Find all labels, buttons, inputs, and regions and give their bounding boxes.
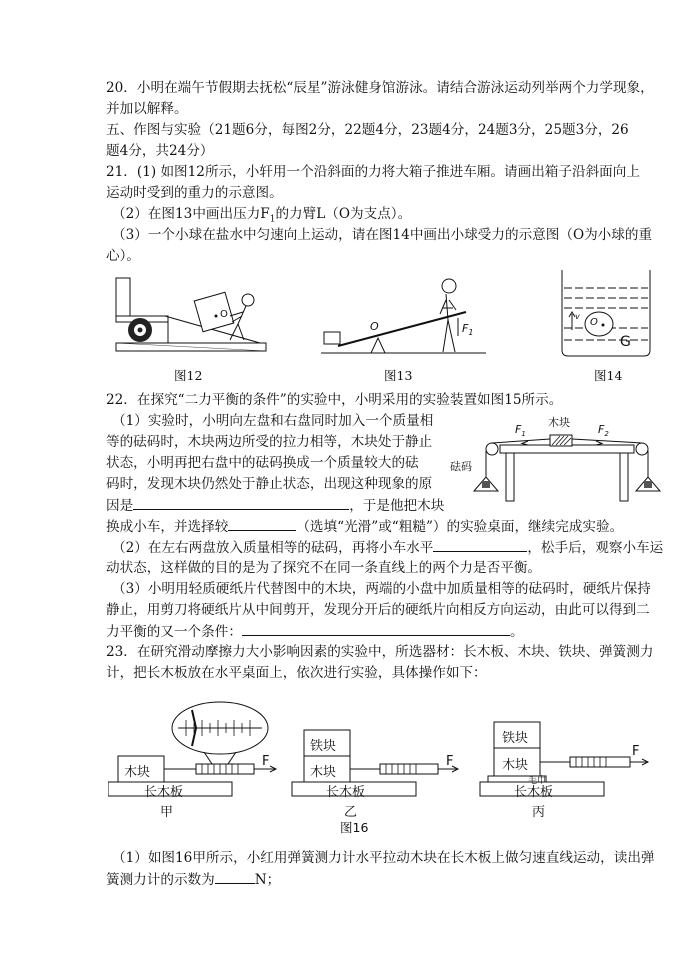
fig14-caption: 图14 — [594, 368, 623, 383]
fig16-bing-towel: 毛巾 — [528, 776, 547, 786]
fig16-bing-board: 长木板 — [514, 785, 554, 800]
fig16-yi-board: 长木板 — [326, 785, 366, 800]
fig16-jia-board: 长木板 — [144, 785, 184, 800]
q20-line1: 20．小明在端午节假期去抚松“辰星”游泳健身馆游泳。请结合游泳运动列举两个力学现象， — [106, 80, 654, 96]
q23-line1: 23．在研究滑动摩擦力大小影响因素的实验中，所选器材：长木板、木块、铁块、弹簧测力 — [106, 644, 654, 660]
q22-p1-l2: 等的砝码时，木块两边所受的拉力相等，木块处于静止 — [106, 434, 433, 450]
fig16-yi-force: F — [446, 754, 454, 769]
answer-blank-action[interactable] — [433, 537, 527, 552]
fig14-o-label: O — [590, 317, 598, 328]
fig16-bing-block: 木块 — [502, 758, 529, 773]
q21-part3-line2: 心）。 — [106, 248, 140, 264]
fig16-yi-block: 木块 — [310, 765, 337, 780]
fig12-o-label: O — [220, 309, 228, 320]
figure-12 — [110, 268, 270, 363]
fig13-o-label: O — [370, 320, 379, 333]
q22-intro: 22．在探究“二力平衡的条件”的实验中，小明采用的实验装置如图15所示。 — [106, 392, 563, 408]
q21-part1-line1: 21．(1) 如图12所示，小轩用一个沿斜面的力将大箱子推进车厢。请画出箱子沿斜面向上 — [106, 164, 640, 180]
q22-p1-l6: 换成小车，并选择较 （选填“光滑”或“粗糙”）的实验桌面，继续完成实验。 — [106, 516, 623, 537]
q23-line2: 计，把长木板放在水平桌面上，依次进行实验，具体操作如下： — [106, 665, 487, 681]
q22-p2-l2: 动状态，这样做的目的是为了探究不在同一条直线上的两个力是否平衡。 — [106, 560, 541, 576]
answer-blank-reason[interactable] — [133, 495, 349, 510]
q22-p2-l1: （2）在左右两盘放入质量相等的砝码，再将小车水平 ，松手后，观察小车运 — [112, 537, 663, 558]
q22-p1-l1: （1）实验时，小明向左盘和右盘同时加入一个质量相 — [112, 413, 434, 429]
q23-p1-line1: （1）如图16甲所示，小红用弹簧测力计水平拉动木块在长木板上做匀速直线运动，读出弹 — [112, 850, 655, 866]
fig15-f2-label: $F_2$ — [598, 423, 609, 439]
section5-heading: 五、作图与实验（21题6分，每图2分，22题4分，23题4分，24题3分，25题3分，26 — [106, 122, 629, 138]
fig16-jia-label: 甲 — [160, 805, 174, 820]
q22-p3-l1: （3）小明用轻质硬纸片代替图中的木块，两端的小盘中加质量相等的砝码时，硬纸片保持 — [112, 581, 651, 597]
q21-part1-line2: 运动时受到的重力的示意图。 — [106, 185, 283, 201]
fig13-f1-label: $F_1$ — [462, 322, 474, 338]
fig16-jia-force: F — [262, 754, 270, 769]
fig16-yi-label: 乙 — [344, 805, 358, 820]
fig12-caption: 图12 — [174, 368, 203, 383]
figure-16 — [108, 688, 668, 818]
fig15-block-label: 木块 — [548, 416, 570, 429]
q21-part3-line1: （3）一个小球在盐水中匀速向上运动，请在图14中画出小球受力的示意图（O为小球的重 — [112, 227, 653, 243]
answer-blank-reading[interactable] — [215, 869, 255, 884]
q22-p3-l2: 静止，用剪刀将硬纸片从中间剪开，发现分开后的硬纸片向相反方向运动，由此可以得到二 — [106, 602, 650, 618]
fig13-caption: 图13 — [384, 368, 413, 383]
section5-heading-cont: 题4分，共24分） — [106, 143, 214, 159]
fig14-g-label: G — [620, 334, 631, 350]
figure-14 — [558, 268, 656, 360]
q20-line2: 并加以解释。 — [106, 101, 188, 117]
fig16-bing-label: 丙 — [532, 805, 546, 820]
fig15-f1-label: $F_1$ — [515, 423, 526, 439]
answer-blank-surface[interactable] — [228, 516, 296, 531]
q21-part2: （2）在图13中画出压力$F_1$的力臂L（O为支点）。 — [112, 206, 412, 225]
q22-p1-l4: 码时，发现木块仍然处于静止状态，出现这种现象的原 — [106, 476, 433, 492]
fig16-bing-top: 铁块 — [502, 731, 529, 746]
q23-p1-line2: 簧测力计的示数为 N； — [106, 869, 280, 890]
q22-p1-l5: 因是 ，于是他把木块 — [106, 495, 444, 516]
fig15-weight-label: 砝码 — [450, 460, 472, 473]
fig14-v-label: v — [575, 312, 580, 321]
figure-13 — [316, 270, 491, 358]
fig16-bing-force: F — [632, 744, 640, 759]
q22-p3-l3: 力平衡的又一个条件： 。 — [106, 621, 524, 642]
fig16-jia-block: 木块 — [124, 765, 151, 780]
fig16-yi-top: 铁块 — [310, 739, 337, 754]
q22-p1-l3: 状态，小明再把右盘中的砝码换成一个质量较大的砝 — [106, 455, 419, 471]
fig16-caption: 图16 — [340, 820, 369, 835]
answer-blank-condition[interactable] — [242, 621, 510, 636]
